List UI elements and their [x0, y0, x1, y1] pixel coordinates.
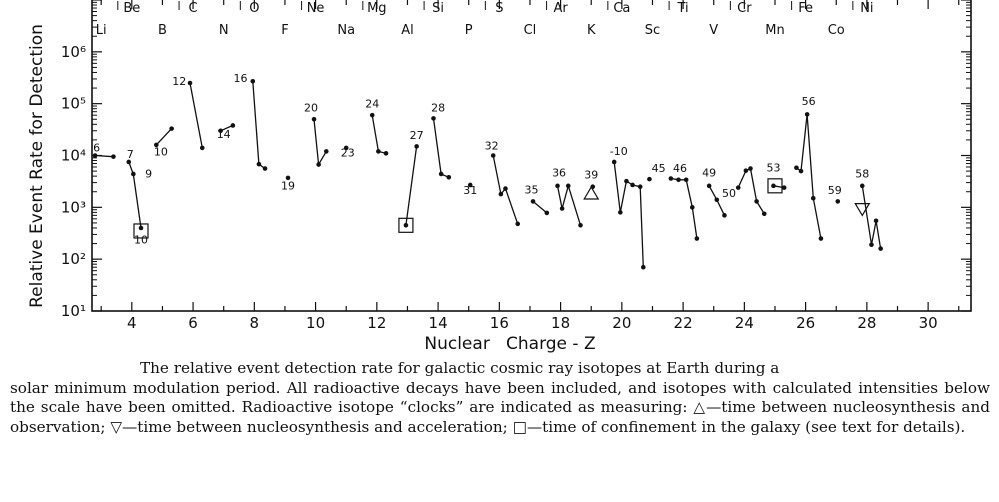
isotope-label: 56: [801, 94, 816, 108]
x-tick-label: 16: [489, 314, 509, 332]
element-symbol-f: F: [281, 23, 289, 38]
isotope-label: 32: [484, 139, 499, 153]
element-symbol-al: Al: [401, 23, 414, 38]
isotope-point: [878, 246, 883, 251]
isotope-point: [874, 218, 879, 223]
isotope-point: [257, 162, 262, 167]
x-tick-label: 14: [428, 314, 448, 332]
element-symbol-sc: Sc: [644, 23, 661, 38]
element-symbol-si: Si: [432, 1, 445, 16]
isotope-point: [131, 172, 136, 177]
isotope-point: [231, 123, 236, 128]
isotope-line-z13: [406, 146, 417, 225]
plot-border: [92, 0, 971, 311]
isotope-label: 35: [524, 183, 539, 197]
element-symbol-b: B: [157, 23, 167, 38]
isotope-point: [860, 184, 865, 189]
isotope-point: [566, 184, 571, 189]
isotope-line-z5: [156, 129, 171, 145]
plot-frame: [92, 0, 971, 311]
axis-ticks: [92, 0, 971, 311]
isotope-label: 16: [233, 72, 248, 86]
y-tick-label: 10²: [60, 250, 86, 269]
isotope-point: [414, 144, 419, 149]
isotope-point: [316, 162, 321, 167]
isotope-point: [578, 223, 583, 228]
x-tick-label: 4: [127, 314, 137, 332]
isotope-line-z17: [533, 201, 547, 213]
isotope-series: [93, 79, 883, 269]
isotope-point: [736, 185, 741, 190]
element-symbol-v: V: [709, 23, 719, 38]
figure-caption: [10, 359, 990, 437]
element-symbol-ca: Ca: [613, 1, 631, 16]
isotope-point: [111, 154, 116, 159]
element-symbol-p: P: [464, 23, 473, 38]
isotope-label: 53: [766, 161, 781, 175]
isotope-point: [819, 236, 824, 241]
isotope-point: [684, 177, 689, 182]
y-axis-title: Relative Event Rate for Detection: [27, 24, 47, 308]
isotope-label: 49: [702, 166, 717, 180]
x-tick-label: 12: [367, 314, 387, 332]
isotope-label: 14: [216, 127, 231, 141]
element-symbol-ti: Ti: [677, 1, 689, 16]
isotope-mass-labels: [93, 72, 869, 246]
isotope-label: 45: [651, 162, 666, 176]
isotope-label: 24: [365, 97, 380, 111]
isotope-point: [669, 176, 674, 181]
isotope-label: 58: [855, 167, 870, 181]
isotope-label: 28: [431, 101, 446, 115]
isotope-point: [404, 223, 409, 228]
isotope-point: [431, 116, 436, 121]
isotope-label: 31: [463, 184, 478, 198]
isotope-point: [771, 184, 776, 189]
element-symbol-o: O: [249, 1, 260, 16]
element-symbol-cr: Cr: [737, 1, 752, 16]
isotope-point: [439, 172, 444, 177]
x-tick-label: 10: [306, 314, 326, 332]
y-tick-label: 10¹: [60, 302, 86, 320]
isotope-point: [312, 117, 317, 122]
isotope-label: 10: [153, 145, 168, 159]
isotope-point: [188, 81, 193, 86]
isotope-point: [805, 112, 810, 117]
y-tick-label: 10⁵: [60, 94, 86, 113]
element-symbol-cl: Cl: [523, 23, 537, 38]
isotope-point: [560, 206, 565, 211]
element-symbol-k: K: [586, 23, 596, 38]
isotope-line-z26: [796, 114, 821, 238]
element-symbol-ne: Ne: [306, 1, 325, 16]
x-axis-title: Nuclear Charge - Z: [424, 334, 596, 354]
isotope-label: 12: [172, 74, 187, 88]
isotope-point: [630, 183, 635, 188]
isotope-point: [169, 126, 174, 131]
element-symbol-co: Co: [827, 23, 845, 38]
isotope-point: [503, 186, 508, 191]
observation-triangle-up-marker: [584, 187, 598, 199]
isotope-label: 9: [145, 167, 153, 181]
isotope-point: [618, 210, 623, 215]
caption-body: solar minimum modulation period. All radioactive decays have been included, and isotopes with calculated intensities below the scale have been omitted. Radioactive isotope “clocks” are indicated as measuring: △—time between nucleosynthesis and observation; ▽—time between nucleosynthesis and acceleration; □—time of confinement in the galaxy (see text for details).: [10, 378, 990, 436]
isotope-label: 27: [409, 128, 424, 142]
x-tick-label: 24: [734, 314, 754, 332]
x-tick-label: 30: [918, 314, 938, 332]
isotope-point: [545, 211, 550, 216]
isotope-line-z3: [95, 156, 113, 157]
element-symbol-n: N: [218, 23, 229, 38]
isotope-point: [695, 236, 700, 241]
isotope-point: [384, 151, 389, 156]
x-tick-label: 6: [188, 314, 198, 332]
isotope-label: 6: [93, 141, 101, 155]
element-symbol-labels: [96, 1, 874, 38]
element-symbol-ar: Ar: [553, 1, 568, 16]
isotope-point: [811, 196, 816, 201]
isotope-label: 7: [126, 147, 134, 161]
element-symbol-be: Be: [123, 1, 141, 16]
isotope-line-z18: [558, 186, 581, 226]
element-symbol-s: S: [495, 1, 504, 16]
isotope-point: [370, 113, 375, 118]
isotope-line-z20: [614, 162, 643, 267]
isotope-point: [835, 199, 840, 204]
isotope-label: 39: [584, 168, 599, 182]
x-tick-label: 26: [796, 314, 816, 332]
isotope-point: [263, 166, 268, 171]
isotope-point: [499, 192, 504, 197]
isotope-point: [748, 166, 753, 171]
isotope-point: [641, 265, 646, 270]
isotope-point: [762, 212, 767, 217]
isotope-label: 20: [303, 101, 318, 115]
isotope-label: 59: [827, 184, 842, 198]
isotope-point: [491, 153, 496, 158]
isotope-label: -10: [609, 145, 628, 159]
y-tick-label: 10³: [60, 198, 86, 217]
clock-markers: [134, 179, 869, 238]
isotope-point: [869, 242, 874, 247]
isotope-label: 50: [722, 186, 737, 200]
isotope-point: [139, 226, 144, 231]
isotope-point: [690, 205, 695, 210]
element-symbol-na: Na: [337, 23, 356, 38]
isotope-point: [324, 149, 329, 154]
isotope-point: [676, 177, 681, 182]
isotope-point: [555, 184, 560, 189]
x-tick-label: 8: [249, 314, 260, 332]
isotope-point: [638, 184, 643, 189]
isotope-line-z24: [738, 169, 764, 214]
isotope-point: [250, 79, 255, 84]
isotope-label: 23: [340, 146, 355, 160]
isotope-point: [612, 160, 617, 165]
isotope-point: [447, 175, 452, 180]
x-tick-label: 20: [612, 314, 632, 332]
x-tick-label: 28: [857, 314, 877, 332]
y-tick-label: 10⁶: [60, 42, 86, 61]
isotope-label: 46: [673, 162, 688, 176]
isotope-line-z8: [253, 81, 265, 168]
isotope-line-z28: [862, 186, 880, 249]
caption-first-line: The relative event detection rate for galactic cosmic ray isotopes at Earth during a: [140, 359, 780, 377]
isotope-line-z4: [129, 162, 141, 228]
isotope-point: [531, 199, 536, 204]
element-symbol-ni: Ni: [860, 1, 874, 16]
isotope-point: [707, 184, 712, 189]
isotope-point: [799, 169, 804, 174]
isotope-line-z14: [434, 118, 449, 177]
isotope-point: [647, 177, 652, 182]
element-symbol-mn: Mn: [765, 23, 785, 38]
isotope-point: [515, 222, 520, 227]
x-tick-label: 22: [673, 314, 693, 332]
isotope-line-z12: [372, 115, 386, 153]
isotope-point: [722, 213, 727, 218]
isotope-line-z6: [190, 83, 202, 148]
isotope-line-z10: [314, 119, 326, 164]
y-tick-label: 10⁴: [60, 146, 86, 165]
element-symbol-fe: Fe: [798, 1, 813, 16]
isotope-label: 19: [281, 179, 296, 193]
isotope-point: [744, 168, 749, 173]
isotope-point: [754, 199, 759, 204]
element-symbol-c: C: [188, 1, 198, 16]
element-symbol-mg: Mg: [367, 1, 387, 16]
isotope-label: 10: [134, 233, 149, 247]
isotope-point: [624, 179, 629, 184]
isotope-point: [794, 165, 799, 170]
isotope-point: [376, 149, 381, 154]
element-symbol-li: Li: [95, 23, 107, 38]
isotope-point: [714, 197, 719, 202]
isotope-label: 36: [552, 166, 567, 180]
x-tick-label: 18: [551, 314, 571, 332]
isotope-point: [200, 146, 205, 151]
